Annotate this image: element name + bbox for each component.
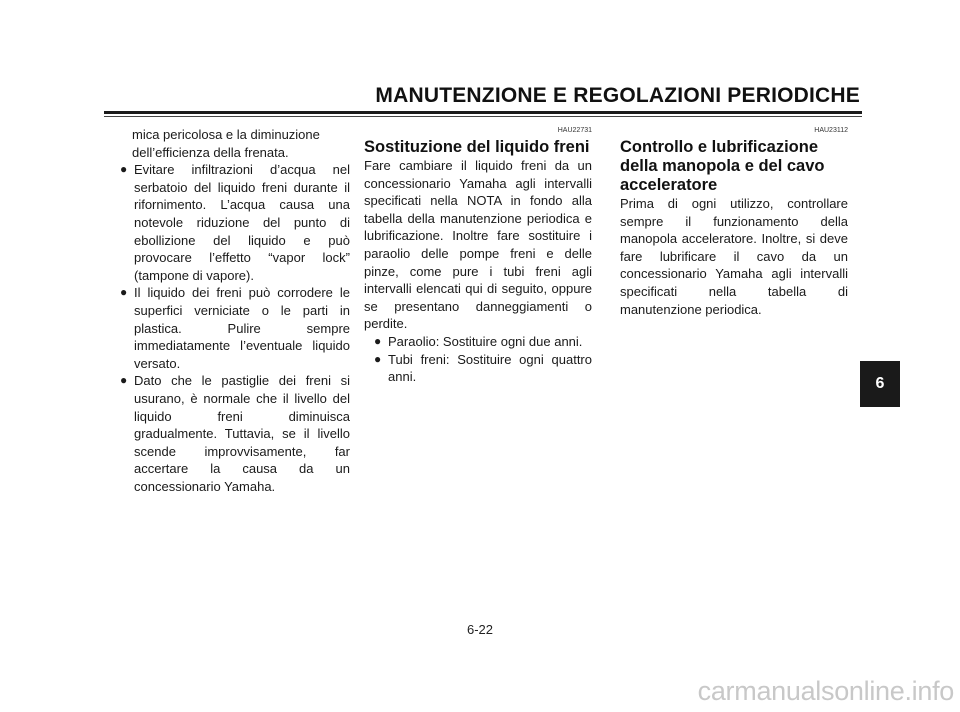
watermark: carmanualsonline.info xyxy=(697,676,954,706)
bullet-item: ● Il liquido dei freni può corrodere le superfici verniciate o le parti in plastica. Pulire sempre immediatamente l’eventuale liquido versato. xyxy=(120,285,350,371)
page-header-title: MANUTENZIONE E REGOLAZIONI PERIODICHE xyxy=(375,84,860,107)
header-rule xyxy=(104,111,862,114)
header-rule-thin xyxy=(104,116,862,117)
bullet-icon: ● xyxy=(374,351,382,366)
bullet-item: ● Dato che le pastiglie dei freni si usurano, è normale che il livello del liquido freni diminuisca gradualmente. Tuttavia, se il livello scende improvvisamente, far accertare la causa da un concessionario Yamaha. xyxy=(120,373,350,494)
bullet-item: ● Evitare infiltrazioni d’acqua nel serbatoio del liquido freni durante il rifornimento. L’acqua causa una notevole riduzione del punto di ebollizione del liquido e può provocare l’effetto “vapor lock” (tampone di vapore). xyxy=(120,162,350,283)
section-body: Fare cambiare il liquido freni da un concessionario Yamaha agli intervalli specificati nella NOTA in fondo alla tabella della manutenzione periodica e lubrificazione. Inoltre fare sostituire i paraolio delle pompe freni e delle pinze, come pure i tubi freni agli intervalli elencati qui di seguito, oppure se presentano danneggiamenti o perdite. xyxy=(364,158,592,332)
section-code: HAU23112 xyxy=(814,127,848,134)
section-body: Prima di ogni utilizzo, controllare sempre il funzionamento della manopola acceleratore. Inoltre, si deve fare lubrificare il cavo da un concessionario Yamaha agli intervalli specificati nella tabella di manutenzione periodica. xyxy=(620,196,848,317)
chapter-tab: 6 xyxy=(860,361,900,407)
bullet-icon: ● xyxy=(120,373,128,388)
section-code: HAU22731 xyxy=(557,127,592,134)
bullet-icon: ● xyxy=(374,333,382,348)
bullet-item: ● Paraolio: Sostituire ogni due anni. xyxy=(374,333,583,349)
column-left xyxy=(122,126,350,495)
continuation-line-2: dell’efficienza della frenata. xyxy=(132,144,289,160)
column-middle xyxy=(364,126,592,386)
bullet-icon: ● xyxy=(120,285,128,300)
column-right xyxy=(620,126,848,318)
continuation-line-1: mica pericolosa e la diminuzione xyxy=(132,127,320,142)
section-title: Sostituzione del liquido freni xyxy=(364,138,590,156)
bullet-item: ● Tubi freni: Sostituire ogni quattro anni. xyxy=(374,351,592,385)
section-title: Controllo e lubrificazione della manopola e del cavo acceleratore xyxy=(620,138,825,194)
bullet-icon: ● xyxy=(120,162,128,177)
page-number: 6-22 xyxy=(466,622,494,637)
